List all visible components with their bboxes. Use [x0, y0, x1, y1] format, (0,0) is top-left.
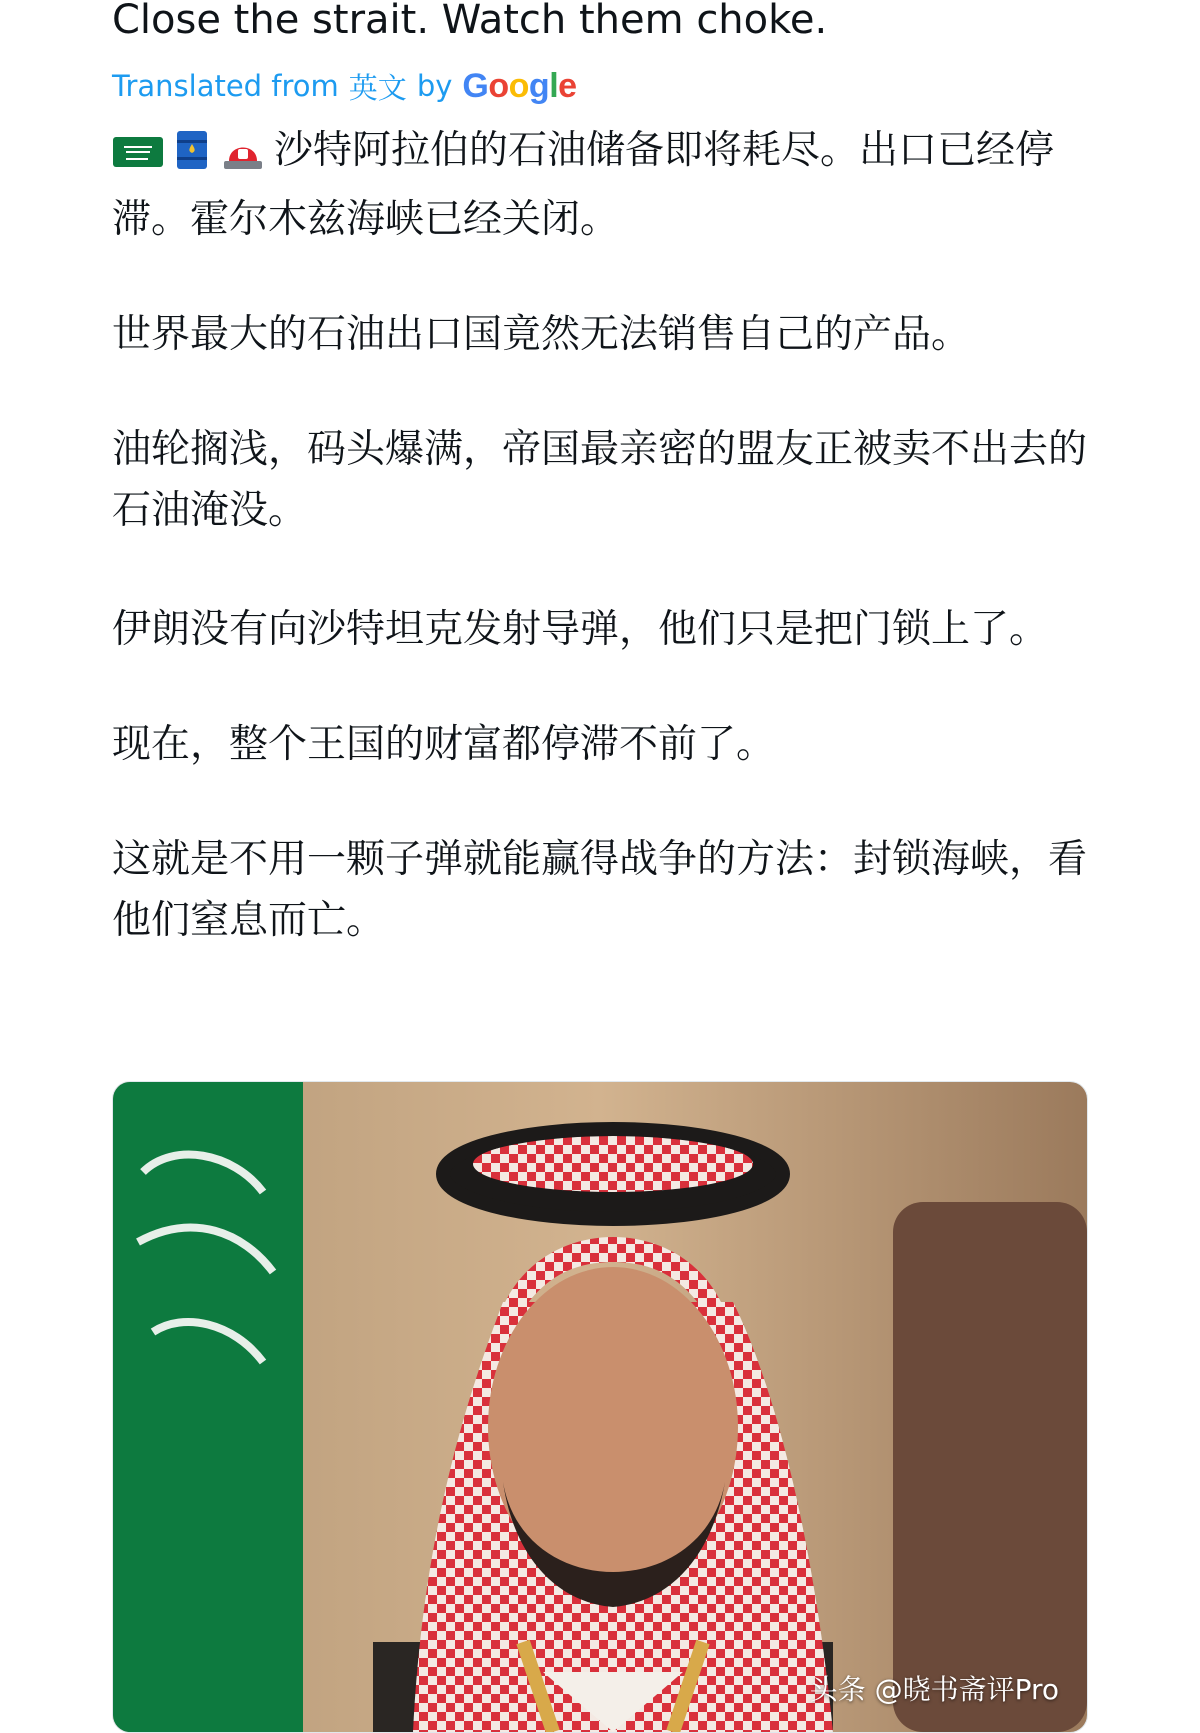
original-post-text: Close the strait. Watch them choke. — [112, 0, 828, 42]
google-logo-icon: G o o g l e — [462, 66, 577, 105]
translated-by: by — [416, 69, 453, 103]
translated-by-google-link[interactable] — [112, 66, 1092, 106]
translated-prefix: Translated from — [112, 69, 339, 103]
post — [112, 0, 1092, 951]
paragraph: 现在，整个王国的财富都停滞不前了。 — [112, 722, 776, 767]
saudi-flag-icon — [112, 128, 164, 189]
oil-drum-icon — [172, 128, 212, 189]
post-image[interactable] — [112, 1081, 1088, 1733]
watermark: 头条 @晓书斋评Pro — [809, 1673, 1059, 1706]
translated-post-text — [112, 120, 1092, 951]
paragraph: 油轮搁浅，码头爆满，帝国最亲密的盟友正被卖不出去的石油淹没。 — [112, 427, 1088, 533]
paragraph — [112, 120, 1092, 250]
police-light-icon — [220, 128, 266, 189]
paragraph-text: 沙特阿拉伯的石油储备即将耗尽。出口已经停滞。霍尔木兹海峡已经关闭。 — [112, 128, 1055, 242]
paragraph: 伊朗没有向沙特坦克发射导弹，他们只是把门锁上了。 — [112, 607, 1049, 652]
translated-language: 英文 — [348, 70, 407, 105]
paragraph: 世界最大的石油出口国竟然无法销售自己的产品。 — [112, 312, 971, 357]
paragraph: 这就是不用一颗子弹就能赢得战争的方法：封锁海峡，看他们窒息而亡。 — [112, 837, 1088, 943]
